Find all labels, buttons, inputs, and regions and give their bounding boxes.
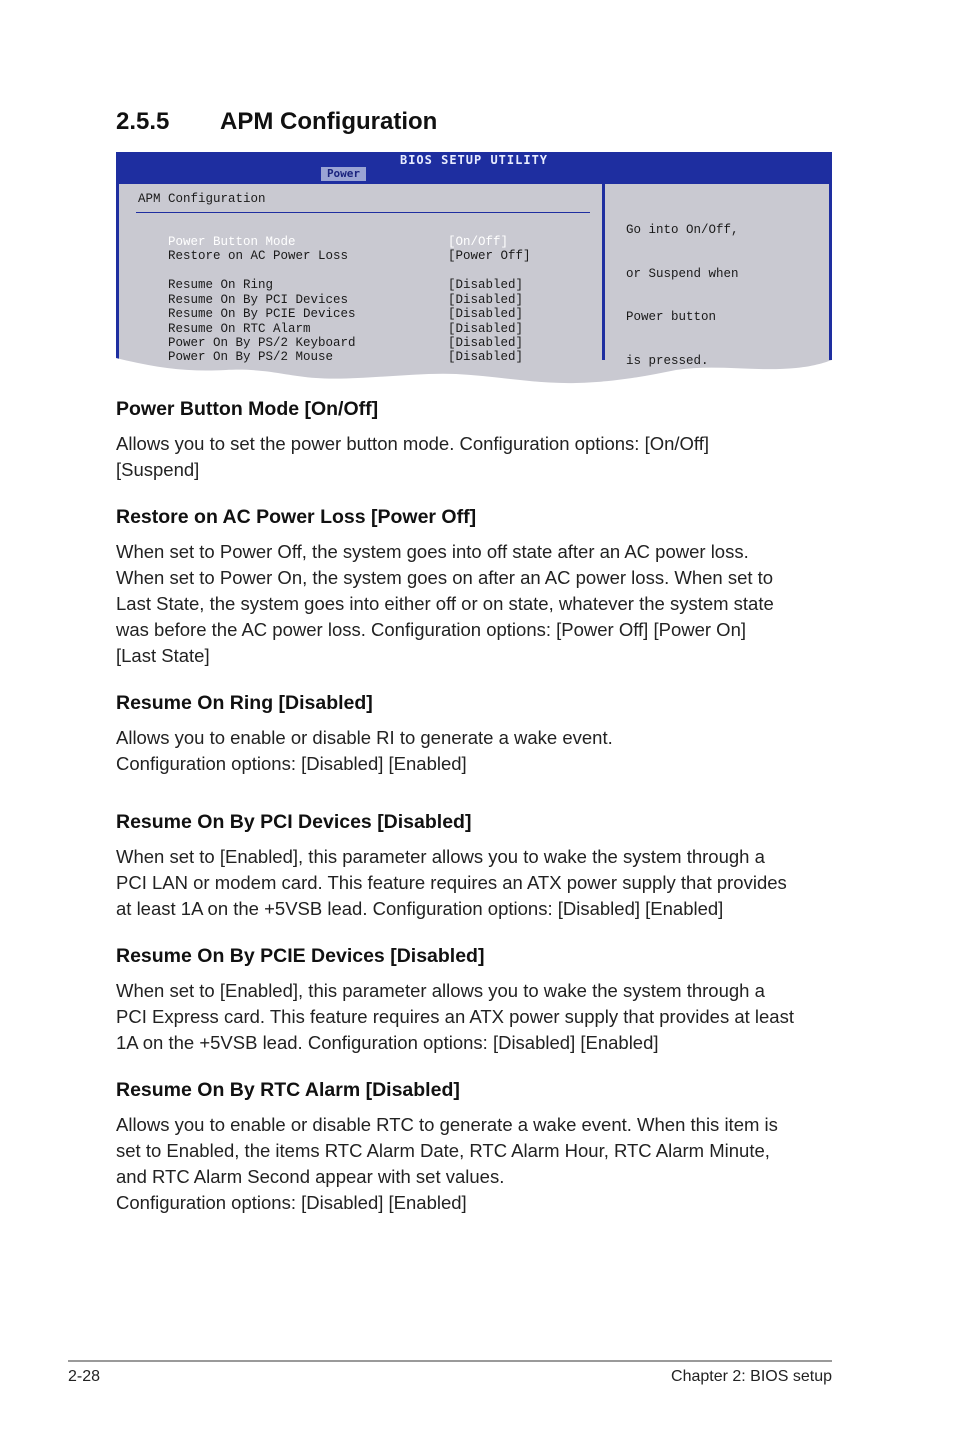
item-heading-resume-rtc: Resume On By RTC Alarm [Disabled] bbox=[116, 1079, 460, 1101]
bios-row-ps2-keyboard[interactable] bbox=[138, 322, 524, 350]
item-description bbox=[116, 1112, 836, 1216]
text-line: 1A on the +5VSB lead. Configuration options: [Disabled] [Enabled] bbox=[116, 1032, 659, 1053]
bios-row-label: Power On By PS/2 Keyboard bbox=[168, 336, 356, 350]
bios-row-label: Resume On By PCI Devices bbox=[168, 293, 349, 307]
section-number: 2.5.5 bbox=[116, 108, 170, 135]
text-line: Configuration options: [Disabled] [Enabled] bbox=[116, 1192, 467, 1213]
item-description bbox=[116, 725, 836, 777]
bios-row-value: [Disabled] bbox=[448, 336, 524, 350]
footer-divider bbox=[68, 1360, 832, 1362]
bios-utility-title: BIOS SETUP UTILITY bbox=[399, 153, 549, 167]
text-line: and RTC Alarm Second appear with set values. bbox=[116, 1166, 505, 1187]
section-title bbox=[116, 108, 437, 136]
item-description bbox=[116, 978, 836, 1056]
bios-row-value: [Disabled] bbox=[448, 350, 524, 364]
bios-row-value: [Power Off] bbox=[448, 249, 531, 263]
text-line: was before the AC power loss. Configuration options: [Power Off] [Power On] bbox=[116, 619, 747, 640]
bios-help-line: or Suspend when bbox=[626, 266, 739, 281]
item-heading-power-button-mode: Power Button Mode [On/Off] bbox=[116, 398, 379, 420]
text-line: set to Enabled, the items RTC Alarm Date, RTC Alarm Hour, RTC Alarm Minute, bbox=[116, 1140, 770, 1161]
bios-tab-power[interactable]: Power bbox=[321, 167, 366, 181]
bios-row-value: [Disabled] bbox=[448, 322, 524, 336]
item-description bbox=[116, 431, 836, 483]
bios-help-line: Go into On/Off, bbox=[626, 223, 739, 237]
text-line: When set to [Enabled], this parameter allows you to wake the system through a bbox=[116, 846, 765, 867]
item-description bbox=[116, 539, 836, 669]
page-number: 2-28 bbox=[68, 1368, 101, 1385]
text-line: When set to Power On, the system goes on after an AC power loss. When set to bbox=[116, 567, 774, 588]
bios-separator bbox=[136, 212, 590, 213]
bios-help-line: is pressed. bbox=[626, 353, 709, 368]
item-heading-restore-ac-power-loss: Restore on AC Power Loss [Power Off] bbox=[116, 506, 477, 528]
bios-row-resume-rtc[interactable] bbox=[138, 308, 524, 336]
chapter-label: Chapter 2: BIOS setup bbox=[671, 1368, 832, 1385]
bios-row-label: Power Button Mode bbox=[168, 235, 296, 249]
item-heading-resume-on-ring: Resume On Ring [Disabled] bbox=[116, 692, 373, 714]
bios-row-label: Power On By PS/2 Mouse bbox=[168, 350, 334, 364]
text-line: Allows you to set the power button mode. Configuration options: [On/Off] bbox=[116, 433, 710, 454]
bios-row-resume-pcie[interactable] bbox=[138, 293, 524, 321]
torn-edge bbox=[116, 350, 832, 390]
text-line: PCI LAN or modem card. This feature requires an ATX power supply that provides bbox=[116, 872, 787, 893]
text-line: at least 1A on the +5VSB lead. Configuration options: [Disabled] [Enabled] bbox=[116, 898, 724, 919]
text-line: Allows you to enable or disable RTC to generate a wake event. When this item is bbox=[116, 1114, 778, 1135]
bios-screenshot bbox=[116, 152, 832, 384]
bios-row-resume-on-ring[interactable] bbox=[138, 264, 524, 292]
text-line: [Last State] bbox=[116, 645, 210, 666]
item-heading-resume-pcie: Resume On By PCIE Devices [Disabled] bbox=[116, 945, 485, 967]
bios-help-line: Power button bbox=[626, 310, 717, 324]
bios-row-label: Resume On By PCIE Devices bbox=[168, 307, 356, 321]
text-line: When set to [Enabled], this parameter allows you to wake the system through a bbox=[116, 980, 765, 1001]
text-line: Configuration options: [Disabled] [Enabled] bbox=[116, 753, 467, 774]
bios-row-label: Resume On Ring bbox=[168, 278, 274, 292]
item-heading-resume-pci: Resume On By PCI Devices [Disabled] bbox=[116, 811, 472, 833]
bios-menu-heading: APM Configuration bbox=[138, 192, 266, 206]
bios-row-label: Restore on AC Power Loss bbox=[168, 249, 349, 263]
item-description bbox=[116, 844, 836, 922]
bios-row-ps2-mouse[interactable] bbox=[138, 336, 524, 364]
text-line: When set to Power Off, the system goes into off state after an AC power loss. bbox=[116, 541, 749, 562]
bios-row-value: [On/Off] bbox=[448, 235, 509, 249]
bios-row-restore-ac-power-loss[interactable] bbox=[138, 235, 531, 263]
section-title-text: APM Configuration bbox=[220, 108, 438, 135]
bios-row-label: Resume On RTC Alarm bbox=[168, 322, 311, 336]
bios-header bbox=[116, 152, 832, 182]
text-line: Allows you to enable or disable RI to generate a wake event. bbox=[116, 727, 613, 748]
text-line: [Suspend] bbox=[116, 459, 200, 480]
text-line: Last State, the system goes into either off or on state, whatever the system state bbox=[116, 593, 774, 614]
bios-row-resume-pci[interactable] bbox=[138, 279, 524, 307]
bios-row-value: [Disabled] bbox=[448, 307, 524, 321]
bios-row-value: [Disabled] bbox=[448, 278, 524, 292]
text-line: PCI Express card. This feature requires an ATX power supply that provides at least bbox=[116, 1006, 794, 1027]
bios-row-value: [Disabled] bbox=[448, 293, 524, 307]
bios-row-power-button-mode[interactable] bbox=[138, 221, 509, 249]
